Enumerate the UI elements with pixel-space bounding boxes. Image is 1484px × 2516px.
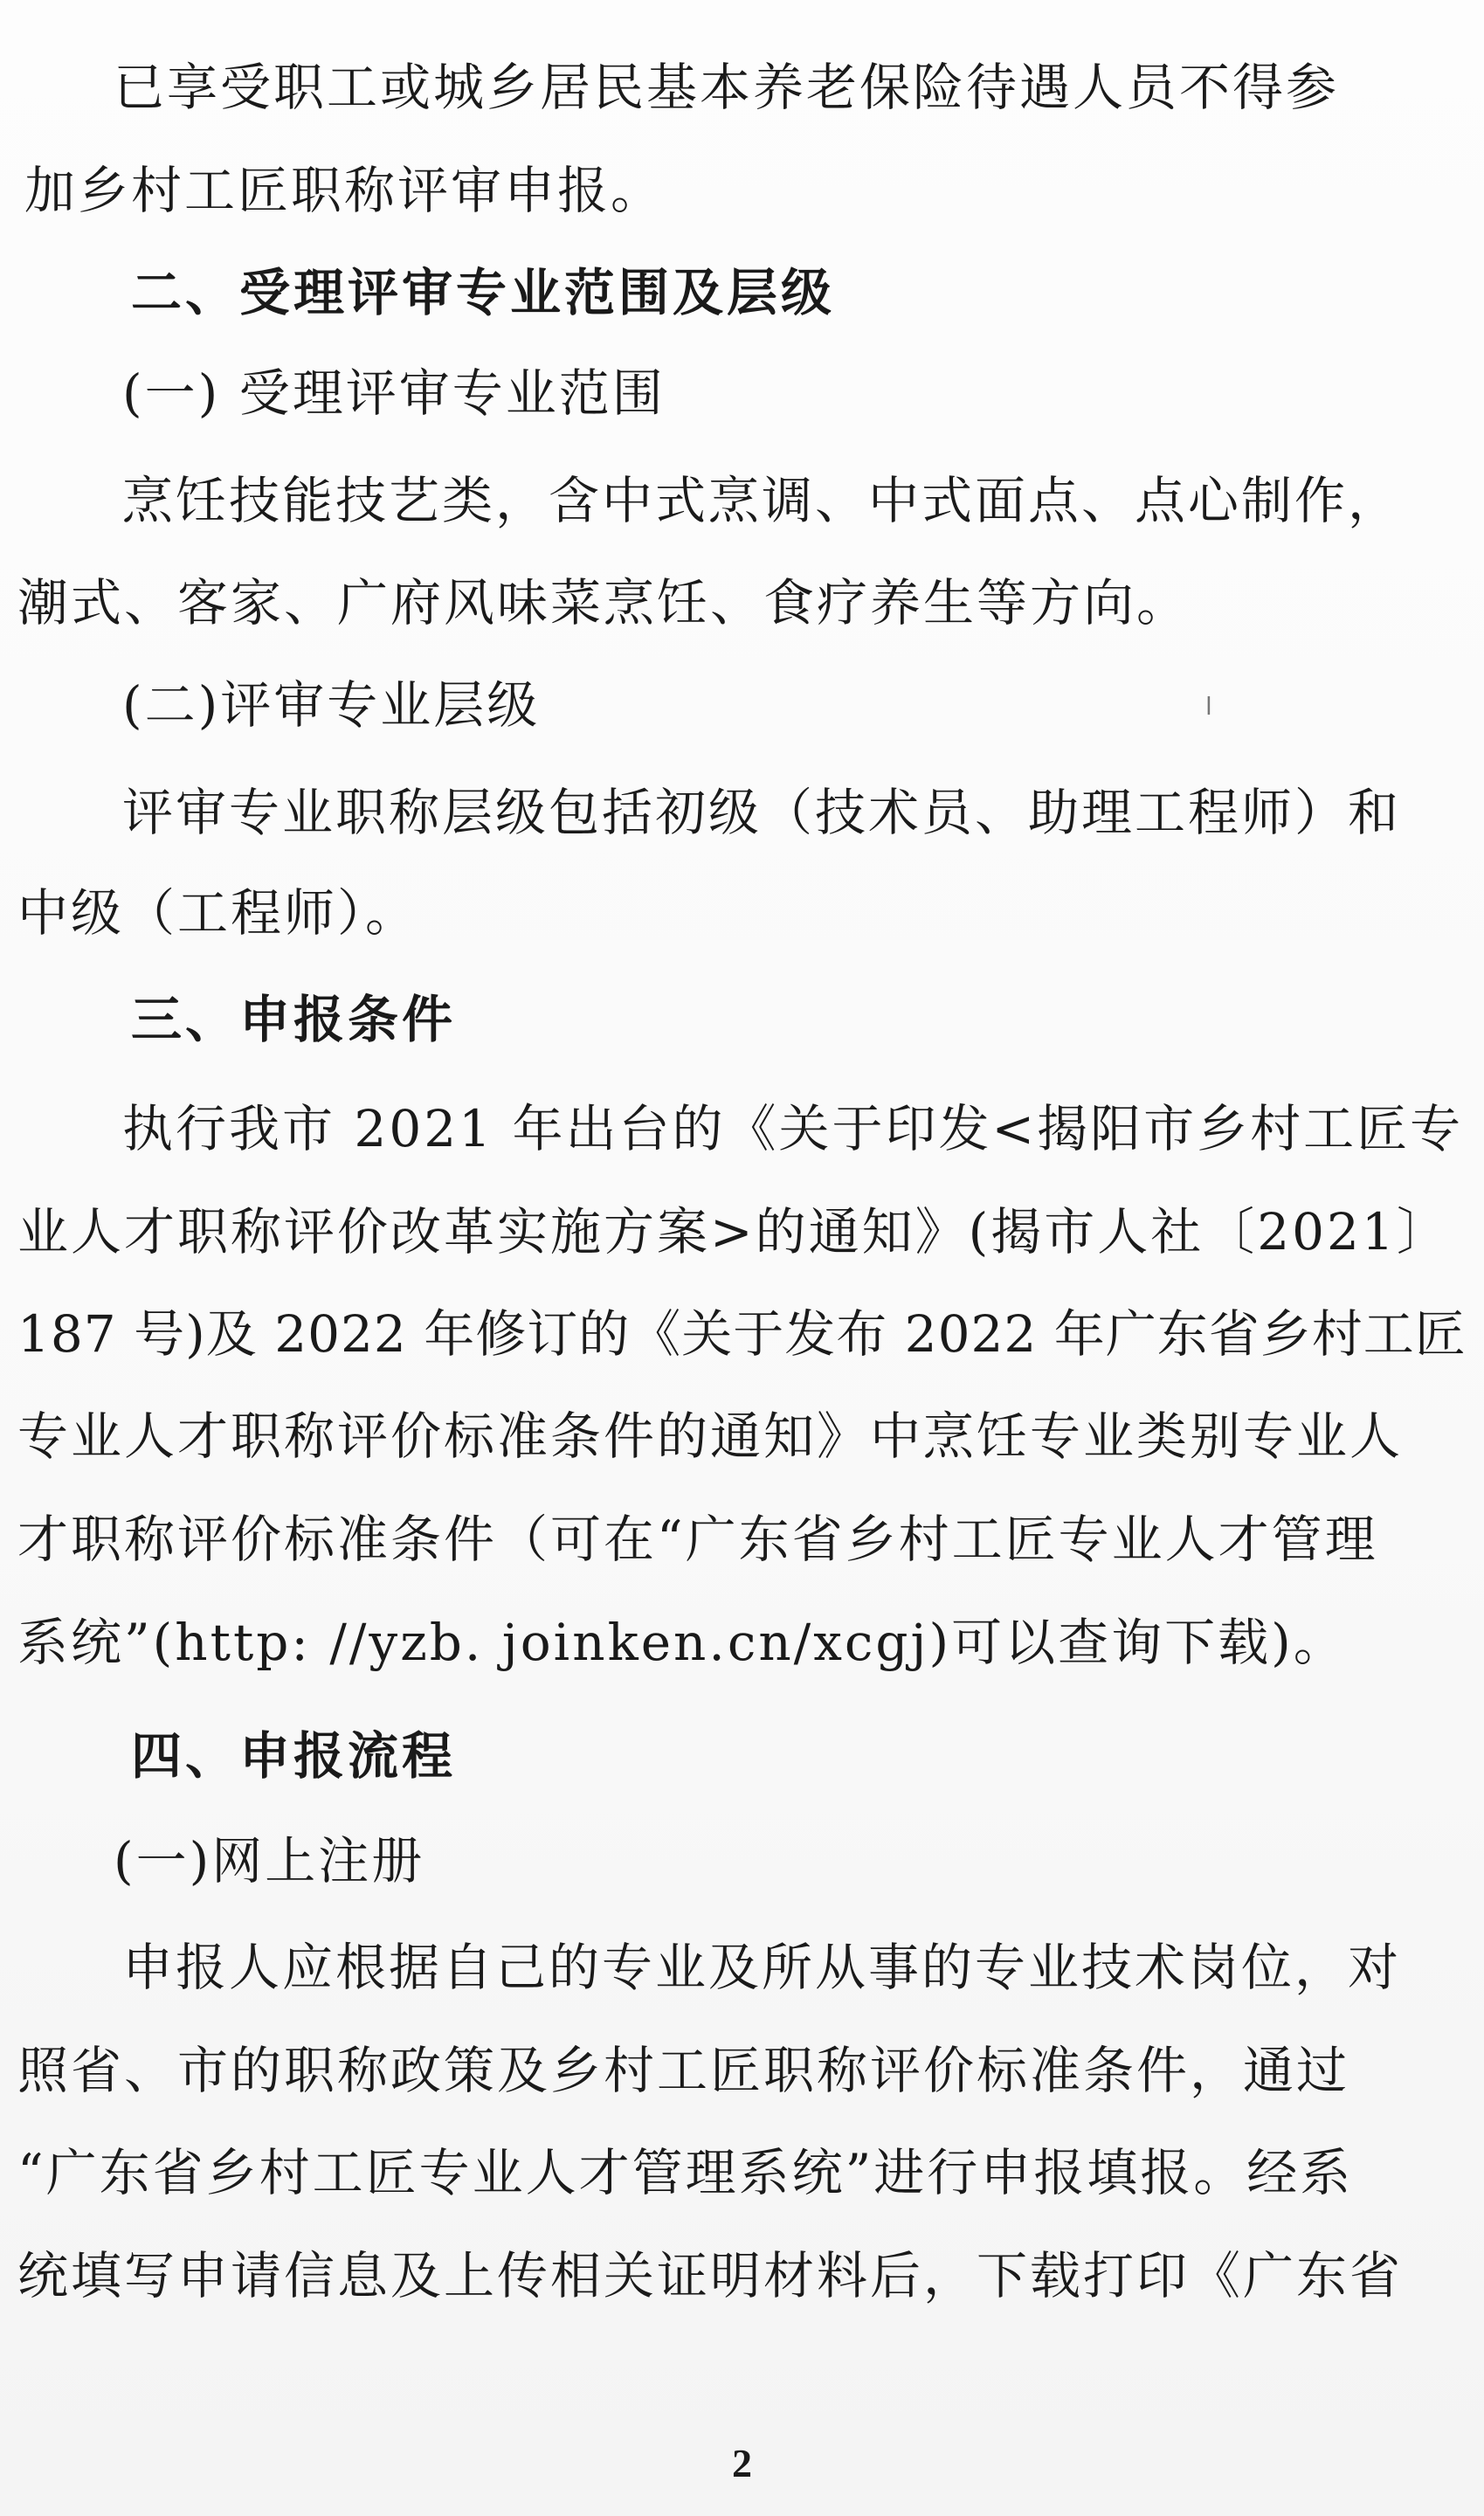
paragraph-line: 187 号)及 2022 年修订的《关于发布 2022 年广东省乡村工匠 [17,1304,1467,1364]
paragraph-line: 执行我市 2021 年出台的《关于印发<揭阳市乡村工匠专 [122,1099,1464,1158]
page-number: 2 [732,2441,752,2485]
paragraph-line: 已享受职工或城乡居民基本养老保险待遇人员不得参 [114,58,1340,117]
paragraph-line: 中级（工程师）。 [17,883,419,943]
paragraph-line: 烹饪技能技艺类，含中式烹调、中式面点、点心制作， [122,471,1402,530]
subsection-heading: (一) 受理评审专业范围 [122,363,666,423]
paragraph-line: 统填写申请信息及上传相关证明材料后，下载打印《广东省 [17,2246,1404,2305]
paragraph-line: 申报人应根据自己的专业及所从事的专业技术岗位，对 [122,1938,1402,1997]
subsection-heading: (二)评审专业层级 [122,675,541,735]
paragraph-line: 系统”(http: //yzb. joinken.cn/xcgj)可以查询下载)。 [17,1613,1347,1672]
paragraph-line: 照省、市的职称政策及乡村工匠职称评价标准条件，通过 [17,2041,1350,2100]
paragraph-line: 业人才职称评价改革实施方案>的通知》(揭市人社〔2021〕 [17,1202,1450,1261]
paragraph-line: 评审专业职称层级包括初级（技术员、助理工程师）和 [122,783,1402,842]
paragraph-line: “广东省乡村工匠专业人才管理系统”进行申报填报。经系 [17,2143,1354,2202]
subsection-heading: (一)网上注册 [114,1831,425,1890]
paragraph-line: 才职称评价标准条件（可在“广东省乡村工匠专业人才管理 [17,1510,1378,1569]
section-heading: 三、申报条件 [131,990,457,1049]
paragraph-line: 潮式、客家、广府风味菜烹饪、食疗养生等方向。 [17,573,1191,632]
stray-mark: l [1205,692,1212,721]
paragraph-line: 专业人才职称评价标准条件的通知》中烹饪专业类别专业人 [17,1407,1404,1466]
paragraph-line: 加乡村工匠职称评审申报。 [24,161,665,220]
section-heading: 四、申报流程 [131,1726,457,1786]
section-heading: 二、受理评审专业范围及层级 [131,263,836,322]
